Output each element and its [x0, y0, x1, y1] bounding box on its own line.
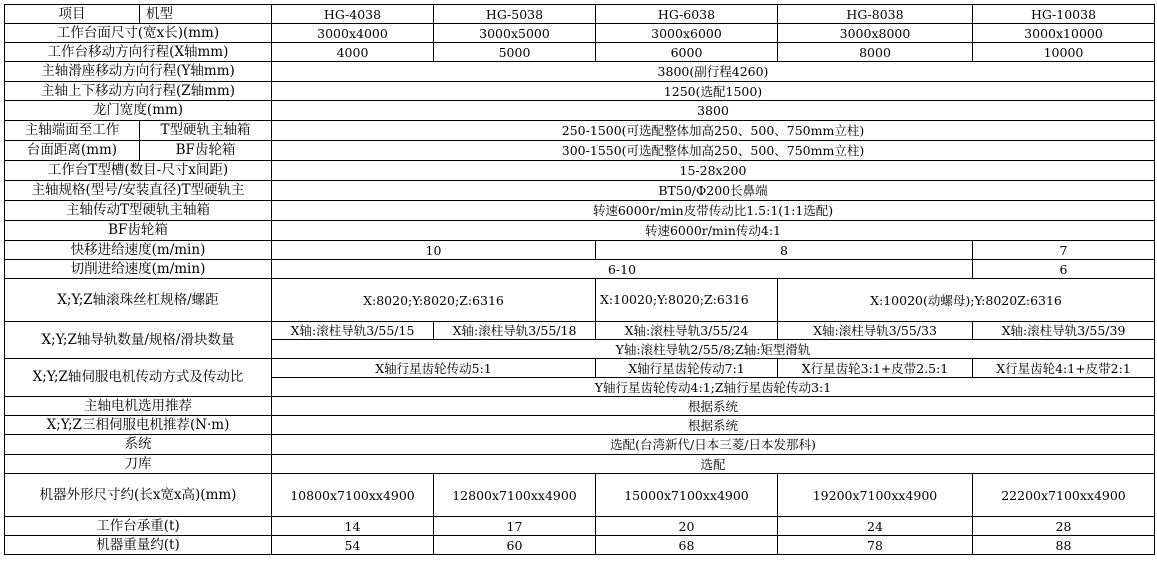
cell-value: 88 — [973, 536, 1155, 555]
table-row — [5, 359, 1155, 378]
cell-value: X轴:滚柱导轨3/55/39 — [973, 322, 1155, 340]
table-row — [5, 201, 1155, 221]
cell-value: 3800 — [272, 101, 1155, 121]
row-label: 切削进给速度(m/min) — [5, 260, 272, 279]
row-label: 工作台承重(t) — [5, 517, 272, 536]
table-row — [5, 121, 1155, 141]
cell-value: X行星齿轮4:1+皮带2:1 — [973, 359, 1155, 378]
row-label: 工作台面尺寸(宽x长)(mm) — [5, 24, 272, 43]
cell-value: Y轴:滚柱导轨2/55/8;Z轴:矩型滑轨 — [272, 340, 1155, 359]
table-row — [5, 435, 1155, 455]
table-row — [5, 260, 1155, 279]
model-hg-10038: HG-10038 — [973, 5, 1155, 24]
row-label: 系统 — [5, 435, 272, 455]
cell-value: 3800(副行程4260) — [272, 62, 1155, 82]
table-row — [5, 241, 1155, 260]
cell-value: X:8020;Y:8020;Z:6316 — [272, 279, 596, 322]
table-row — [5, 474, 1155, 517]
cell-value: X轴行星齿轮传动7:1 — [596, 359, 778, 378]
model-hg-8038: HG-8038 — [778, 5, 973, 24]
cell-value: BT50/Φ200长鼻端 — [272, 181, 1155, 201]
cell-value: X轴:滚柱导轨3/55/15 — [272, 322, 434, 340]
cell-value: 17 — [434, 517, 596, 536]
cell-value: 选配 — [272, 455, 1155, 474]
table-row — [5, 455, 1155, 474]
table-row — [5, 517, 1155, 536]
cell-value: X:10020(动螺母);Y:8020Z:6316 — [778, 279, 1155, 322]
cell-value: 6-10 — [272, 260, 973, 279]
cell-value: 3000x8000 — [778, 24, 973, 43]
row-label: 工作台移动方向行程(X轴mm) — [5, 43, 272, 62]
table-row — [5, 43, 1155, 62]
row-label: X;Y;Z三相伺服电机推荐(N·m) — [5, 416, 272, 435]
table-row — [5, 221, 1155, 241]
table-row — [5, 141, 1155, 161]
row-label: 机器外形尺寸约(长x宽x高)(mm) — [5, 474, 272, 517]
cell-value: 根据系统 — [272, 416, 1155, 435]
cell-value: X轴:滚柱导轨3/55/18 — [434, 322, 596, 340]
cell-value: 24 — [778, 517, 973, 536]
cell-value: Y轴行星齿轮传动4:1;Z轴行星齿轮传动3:1 — [272, 378, 1155, 397]
sub-label-bf: BF齿轮箱 — [140, 141, 272, 161]
cell-value: 4000 — [272, 43, 434, 62]
cell-value: 5000 — [434, 43, 596, 62]
table-row — [5, 24, 1155, 43]
row-label: 主轴规格(型号/安装直径)T型硬轨主 — [5, 181, 272, 201]
cell-value: 250-1500(可选配整体加高250、500、750mm立柱) — [272, 121, 1155, 141]
cell-value: 10000 — [973, 43, 1155, 62]
cell-value: 19200x7100xx4900 — [778, 474, 973, 517]
row-label: 主轴上下移动方向行程(Z轴mm) — [5, 82, 272, 101]
cell-value: 3000x6000 — [596, 24, 778, 43]
row-label: 主轴传动T型硬轨主轴箱 — [5, 201, 272, 221]
model-hg-4038: HG-4038 — [272, 5, 434, 24]
table-row — [5, 536, 1155, 555]
row-label: 快移进给速度(m/min) — [5, 241, 272, 260]
cell-value: 10800x7100xx4900 — [272, 474, 434, 517]
table-row — [5, 62, 1155, 82]
cell-value: 20 — [596, 517, 778, 536]
cell-value: 54 — [272, 536, 434, 555]
row-label-line1: 主轴端面至工作 — [5, 121, 140, 141]
cell-value: 根据系统 — [272, 397, 1155, 416]
table-row — [5, 181, 1155, 201]
row-label: 主轴电机选用推荐 — [5, 397, 272, 416]
header-item-cell: 项目 — [5, 5, 140, 24]
cell-value: X轴:滚柱导轨3/55/24 — [596, 322, 778, 340]
cell-value: 8 — [596, 241, 973, 260]
table-row — [5, 161, 1155, 181]
cell-value: X轴行星齿轮传动5:1 — [272, 359, 596, 378]
row-label: 龙门宽度(mm) — [5, 101, 272, 121]
header-model-cell: 机型 — [140, 5, 272, 24]
cell-value: 7 — [973, 241, 1155, 260]
cell-value: 转速6000r/min传动4:1 — [272, 221, 1155, 241]
sub-label-t: T型硬轨主轴箱 — [140, 121, 272, 141]
model-hg-6038: HG-6038 — [596, 5, 778, 24]
cell-value: X行星齿轮3:1+皮带2.5:1 — [778, 359, 973, 378]
cell-value: 28 — [973, 517, 1155, 536]
spec-table — [4, 4, 1155, 555]
cell-value: X轴:滚柱导轨3/55/33 — [778, 322, 973, 340]
table-row — [5, 279, 1155, 322]
cell-value: 6 — [973, 260, 1155, 279]
cell-value: 3000x4000 — [272, 24, 434, 43]
cell-value: 14 — [272, 517, 434, 536]
cell-value: 78 — [778, 536, 973, 555]
cell-value: 15-28x200 — [272, 161, 1155, 181]
cell-value: 60 — [434, 536, 596, 555]
cell-value: 转速6000r/min皮带传动比1.5:1(1:1选配) — [272, 201, 1155, 221]
row-label: X;Y;Z轴滚珠丝杠规格/螺距 — [5, 279, 272, 322]
cell-value: 22200x7100xx4900 — [973, 474, 1155, 517]
cell-value: 12800x7100xx4900 — [434, 474, 596, 517]
cell-value: 300-1550(可选配整体加高250、500、750mm立柱) — [272, 141, 1155, 161]
cell-value: 8000 — [778, 43, 973, 62]
row-label: 工作台T型槽(数目-尺寸x间距) — [5, 161, 272, 181]
cell-value: 15000x7100xx4900 — [596, 474, 778, 517]
cell-value: 68 — [596, 536, 778, 555]
model-hg-5038: HG-5038 — [434, 5, 596, 24]
table-row — [5, 416, 1155, 435]
table-row — [5, 322, 1155, 340]
cell-value: 6000 — [596, 43, 778, 62]
cell-value: 3000x10000 — [973, 24, 1155, 43]
row-label: X;Y;Z轴伺服电机传动方式及传动比 — [5, 359, 272, 397]
table-row — [5, 82, 1155, 101]
table-row — [5, 397, 1155, 416]
row-label: 机器重量约(t) — [5, 536, 272, 555]
cell-value: 1250(选配1500) — [272, 82, 1155, 101]
row-label: X;Y;Z轴导轨数量/规格/滑块数量 — [5, 322, 272, 359]
cell-value: 选配(台湾新代/日本三菱/日本发那科) — [272, 435, 1155, 455]
row-label: 主轴滑座移动方向行程(Y轴mm) — [5, 62, 272, 82]
cell-value: X:10020;Y:8020;Z:6316 — [596, 279, 778, 322]
cell-value: 10 — [272, 241, 596, 260]
row-label: 刀库 — [5, 455, 272, 474]
row-label-line2: 台面距离(mm) — [5, 141, 140, 161]
table-row — [5, 101, 1155, 121]
header-row — [5, 5, 1155, 24]
row-label: BF齿轮箱 — [5, 221, 272, 241]
cell-value: 3000x5000 — [434, 24, 596, 43]
